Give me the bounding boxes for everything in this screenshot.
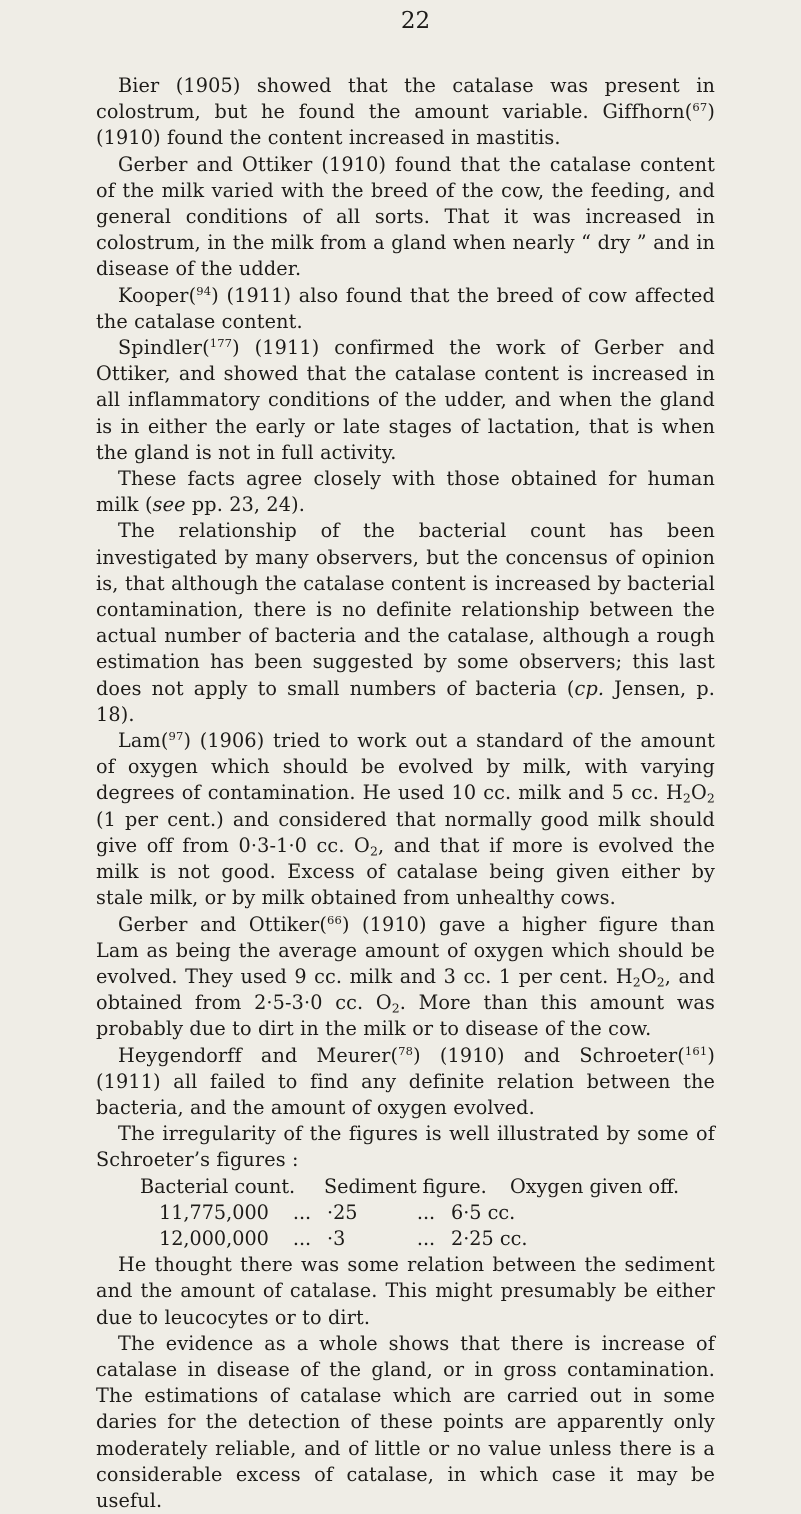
paragraph [96, 1252, 715, 1331]
reference-number: 97 [168, 729, 184, 744]
table-header [96, 1174, 715, 1200]
text-run: Gerber and Ottiker (1910) found that the catalase content of the milk varied with the breed of the cow, the feeding, and general conditions of all sorts. That it was increased in colostrum, in the milk from a gland when nearly “ dry ” and in disease of the udder. [96, 152, 715, 281]
text-run: ) (1906) tried to work out a standard of the amount of oxygen which should be evolved by milk, with varying degrees of contamination. He used 10 cc. milk and 5 cc. H [96, 729, 715, 805]
reference-number: 177 [209, 336, 233, 351]
text-run: The irregularity of the figures is well illustrated by some of Schroeter’s figures : [96, 1122, 715, 1172]
paragraph [96, 152, 715, 283]
text-run: Heygendorff and Meurer( [118, 1043, 399, 1067]
paragraph [96, 466, 715, 518]
text-run: , and that if more is evolved the milk is not good. Excess of catalase being given either by stale milk, or by milk obtained from unhealthy cows. [96, 833, 715, 910]
cell-leader: ... [416, 1226, 436, 1250]
text-run: Lam( [118, 729, 169, 753]
reference-number: 94 [196, 283, 212, 298]
paragraph [96, 1331, 715, 1514]
schroeter-figures-table [96, 1174, 715, 1253]
header-bacterial-count: Bacterial count. [140, 1174, 296, 1198]
text-run: He thought there was some relation between the sediment and the amount of catalase. This might presumably be either due to leucocytes or to dirt. [96, 1253, 715, 1329]
text-run: . More than this amount was probably due to dirt in the milk or to disease of the cow. [96, 991, 716, 1041]
paragraph [96, 73, 715, 152]
paragraph [96, 518, 715, 728]
text-run: Gerber and Ottiker( [118, 912, 327, 936]
paragraph [96, 1121, 715, 1173]
text-run: Spindler( [118, 336, 210, 360]
paragraph [96, 912, 715, 1043]
cell-leader: ... [292, 1226, 312, 1250]
text-run: ) (1911) also found that the breed of cow affected the catalase content. [96, 283, 715, 333]
paragraph [96, 335, 715, 466]
paragraph [96, 1043, 715, 1122]
text-run: ) (1910) and Schroeter( [413, 1043, 685, 1067]
text-run: ) (1911) all failed to find any definite relation between the bacteria, and the amount of oxygen evolved. [96, 1043, 715, 1119]
text-run: Kooper( [118, 283, 197, 307]
cell-leader: ... [416, 1200, 436, 1224]
italic-text: see [152, 493, 186, 517]
paragraph [96, 283, 715, 335]
text-run: The relationship of the bacterial count has been investigated by many observers, but the concensus of opinion is, that although the catalase content is increased by bacterial contamination, there is no definite relationship between the actual number of bacteria and the catalase, although a rough estimation has been suggested by some observers; this last does not apply to small numbers of bacteria ( [96, 519, 715, 700]
text-run: , and obtained from 2·5-3·0 cc. O [96, 964, 716, 1015]
text-run: O [640, 964, 657, 988]
text-run: The evidence as a whole shows that there is increase of catalase in disease of the gland, or in gross contamination. The estimations of catalase which are carried out in some daries for the detection of these points are apparently only moderately reliable, and of little or no value unless there is a considerable excess of catalase, in which case it may be useful. [96, 1331, 715, 1512]
text-run: pp. 23, 24). [185, 493, 306, 517]
text-run: ) (1910) gave a higher figure than Lam as being the average amount of oxygen which should be evolved. They used 9 cc. milk and 3 cc. 1 per cent. H [96, 912, 715, 988]
body-text-upper [96, 73, 715, 1174]
cell-leader: ... [292, 1200, 312, 1224]
subscript: 2 [682, 791, 692, 807]
text-run: These facts agree closely with those obtained for human milk ( [96, 467, 715, 517]
reference-number: 67 [692, 100, 708, 115]
reference-number: 161 [684, 1043, 708, 1058]
text-run: O [691, 781, 707, 805]
text-run: Bier (1905) showed that the catalase was present in colostrum, but he found the amount variable. Giffhorn( [96, 74, 715, 124]
cell-sediment-figure: ·3 [327, 1226, 346, 1250]
reference-number: 66 [326, 912, 342, 927]
paragraph [96, 728, 715, 911]
text-run: (1 per cent.) and considered that normally good milk should give off from 0·3-1·0 cc. O [96, 807, 715, 857]
subscript: 2 [369, 843, 379, 859]
page-number: 22 [400, 8, 431, 34]
cell-sediment-figure: ·25 [327, 1200, 358, 1224]
subscript: 2 [391, 1000, 400, 1016]
cell-oxygen-given-off: 2·25 cc. [451, 1226, 528, 1250]
header-sediment-figure: Sediment figure. [324, 1174, 487, 1198]
body-text-lower [96, 1252, 715, 1514]
text-run: ) (1910) found the content increased in mastitis. [96, 100, 715, 150]
cell-bacterial-count: 11,775,000 [159, 1200, 269, 1224]
cell-oxygen-given-off: 6·5 cc. [451, 1200, 516, 1224]
header-oxygen-given-off: Oxygen given off. [510, 1174, 680, 1198]
cell-bacterial-count: 12,000,000 [159, 1226, 269, 1250]
text-run: ) (1911) confirmed the work of Gerber and Ottiker, and showed that the catalase content is increased in all inflammatory conditions of the udder, and when the gland is in either the early or late stages of lactation, that is when the gland is not in full activity. [96, 336, 715, 464]
table-row [96, 1226, 715, 1252]
subscript: 2 [632, 974, 641, 990]
reference-number: 78 [398, 1043, 414, 1058]
table-row [96, 1200, 715, 1226]
text-run: Jensen, p. 18). [96, 676, 716, 726]
italic-text: cp. [574, 676, 605, 700]
subscript: 2 [656, 974, 665, 990]
subscript: 2 [706, 791, 715, 807]
